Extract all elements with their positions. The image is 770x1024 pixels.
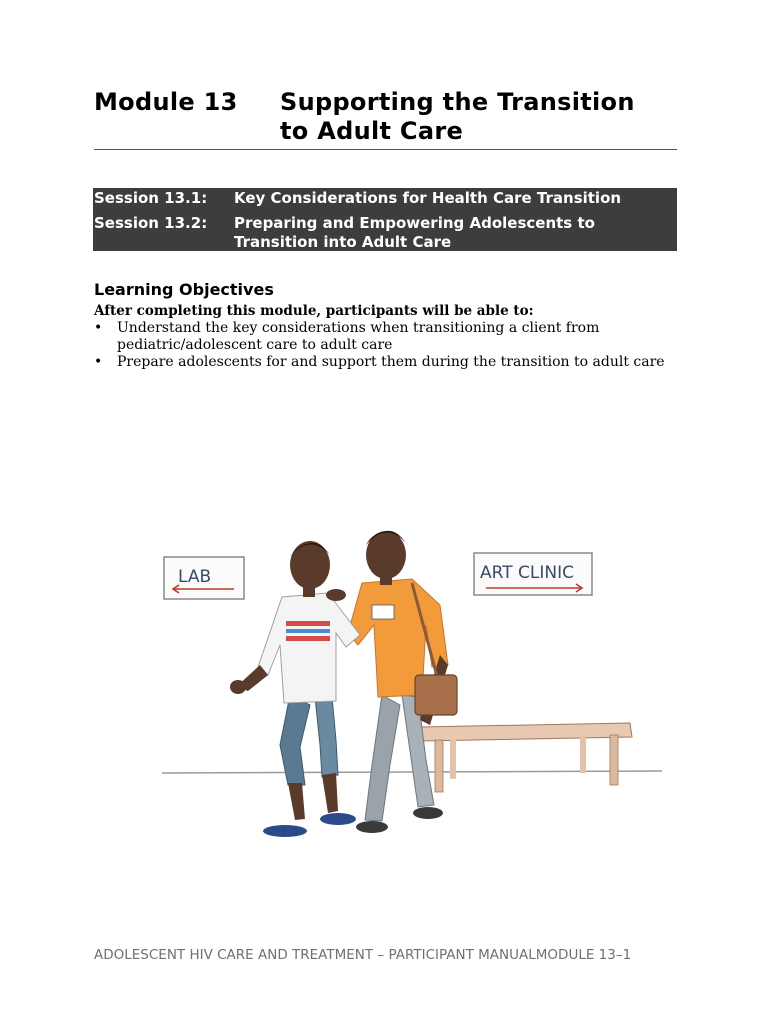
session-row xyxy=(93,214,677,252)
session-number: Session 13.2: xyxy=(94,214,208,232)
module-number: Module 13 xyxy=(94,88,238,116)
lab-sign xyxy=(164,557,244,599)
learning-objectives-list xyxy=(94,320,674,371)
module-title xyxy=(94,88,677,146)
lab-sign-text: LAB xyxy=(178,567,212,587)
title-divider xyxy=(94,149,677,150)
objective-text: Understand the key considerations when transitioning a client from pediatric/adolescent care to adult care xyxy=(117,320,600,353)
bullet: • xyxy=(94,354,103,370)
module-title-line-1: Supporting the Transition xyxy=(280,88,635,116)
session-title: Preparing and Empowering Adolescents to Transition into Adult Care xyxy=(234,214,595,251)
list-item xyxy=(94,354,674,371)
sessions-box xyxy=(93,188,677,251)
session-row xyxy=(93,189,677,208)
art-clinic-sign xyxy=(474,553,592,595)
clinic-illustration xyxy=(150,515,670,850)
learning-objectives-intro: After completing this module, participants will be able to: xyxy=(94,303,534,319)
bench xyxy=(420,723,632,792)
learning-objectives-heading: Learning Objectives xyxy=(94,280,274,299)
floor-line xyxy=(162,771,662,773)
module-title-line-2: to Adult Care xyxy=(280,117,464,145)
list-item xyxy=(94,320,674,354)
adolescent-figure xyxy=(230,541,360,837)
art-clinic-sign-text: ART CLINIC xyxy=(480,563,574,583)
objective-text: Prepare adolescents for and support them during the transition to adult care xyxy=(117,354,665,370)
bullet: • xyxy=(94,320,103,336)
page-footer: ADOLESCENT HIV CARE AND TREATMENT – PARTICIPANT MANUALMODULE 13–1 xyxy=(94,947,632,963)
session-number: Session 13.1: xyxy=(94,189,208,207)
session-title: Key Considerations for Health Care Transition xyxy=(234,189,622,207)
